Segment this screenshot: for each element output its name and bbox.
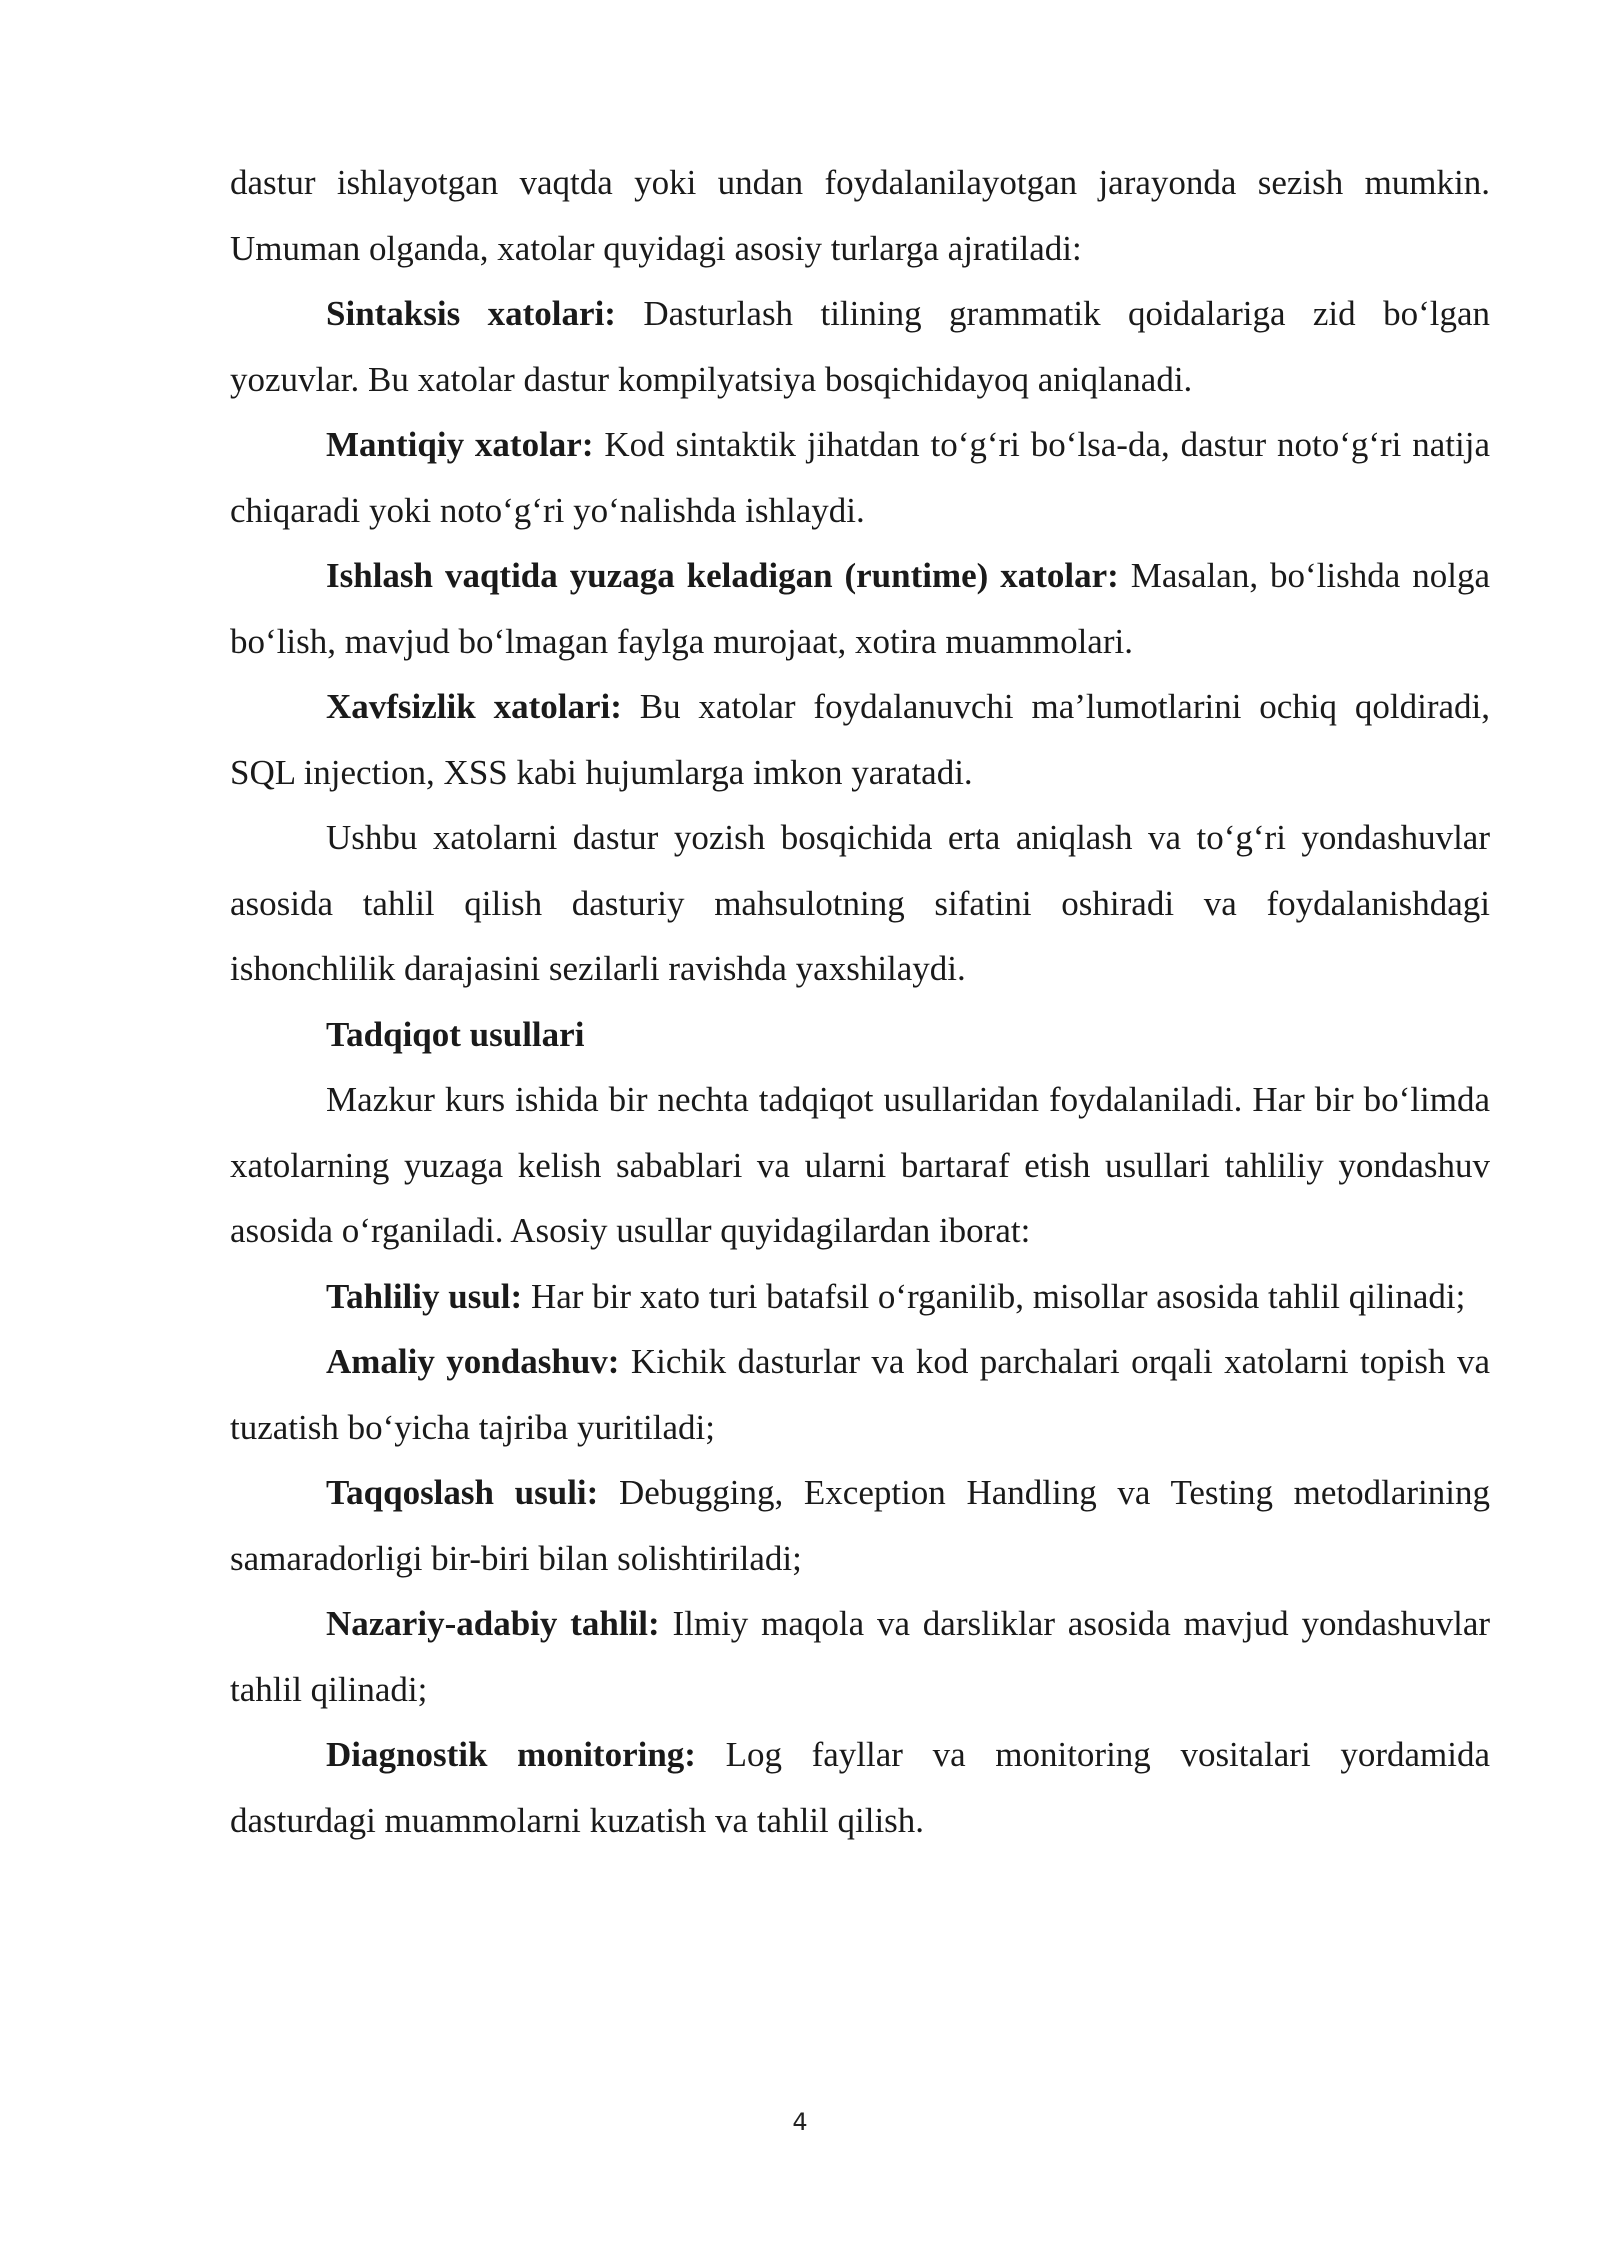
term-theoretical-analysis: Nazariy-adabiy tahlil: [326,1604,660,1643]
term-comparative-method: Taqqoslash usuli: [326,1473,599,1512]
method-practical [230,1329,1490,1460]
paragraph-logic-errors [230,412,1490,543]
page-number: 4 [792,2108,808,2136]
paragraph-summary [230,805,1490,1002]
method-text: Har bir xato turi batafsil oʻrganilib, misollar asosida tahlil qilinadi; [522,1276,1466,1316]
method-text: Ilmiy maqola va darsliklar asosida mavjud yondashuvlar tahlil qilinadi; [230,1604,1491,1709]
method-comparative [230,1460,1490,1591]
paragraph-runtime-errors [230,543,1490,674]
method-analytical [230,1264,1490,1330]
paragraph-text: Mazkur kurs ishida bir nechta tadqiqot usullaridan foydalaniladi. Har bir boʻlimda xatolarning yuzaga kelish sabablari va ularni bartaraf etish usullari tahliliy yondashuv asosida oʻrganiladi. Asosiy usullar quyidagilardan iborat: [230,1080,1490,1250]
method-text: Debugging, Exception Handling va Testing metodlarining samaradorligi bir-biri bilan solishtiriladi; [230,1473,1490,1578]
term-security-errors: Xavfsizlik xatolari: [326,687,622,726]
paragraph-text: dastur ishlayotgan vaqtda yoki undan foydalanilayotgan jarayonda sezish mumkin. Umuman olganda, xatolar quyidagi asosiy turlarga ajratiladi: [230,163,1490,268]
method-text: Log fayllar va monitoring vositalari yordamida dasturdagi muammolarni kuzatish va tahlil qilish. [230,1735,1490,1840]
page-content [230,150,1490,1853]
method-diagnostic [230,1722,1490,1853]
term-practical-approach: Amaliy yondashuv: [326,1342,620,1381]
paragraph-text: Bu xatolar foydalanuvchi ma’lumotlarini ochiq qoldiradi, SQL injection, XSS kabi hujumlarga imkon yaratadi. [230,687,1490,792]
term-logic-errors: Mantiqiy xatolar: [326,425,594,464]
term-analytical-method: Tahliliy usul: [326,1276,523,1316]
method-text: Kichik dasturlar va kod parchalari orqali xatolarni topish va tuzatish boʻyicha tajriba yuritiladi; [230,1342,1490,1447]
paragraph-text: Kod sintaktik jihatdan toʻgʻri boʻlsa-da, dastur notoʻgʻri natija chiqaradi yoki notoʻgʻri yoʻnalishda ishlaydi. [230,425,1490,530]
paragraph-syntax-errors [230,281,1490,412]
method-theoretical [230,1591,1490,1722]
paragraph-security-errors [230,674,1490,805]
paragraph-text: Ushbu xatolarni dastur yozish bosqichida erta aniqlash va toʻgʻri yondashuvlar asosida tahlil qilish dasturiy mahsulotning sifatini oshiradi va foydalanishdagi ishonchlilik darajasini sezilarli ravishda yaxshilaydi. [230,818,1490,988]
term-diagnostic-monitoring: Diagnostik monitoring: [326,1735,696,1774]
paragraph-text: Dasturlash tilining grammatik qoidalariga zid boʻlgan yozuvlar. Bu xatolar dastur kompilyatsiya bosqichidayoq aniqlanadi. [230,294,1490,399]
paragraph-text: Masalan, boʻlishda nolga boʻlish, mavjud boʻlmagan faylga murojaat, xotira muammolari. [230,556,1490,661]
section-intro [230,1067,1490,1264]
paragraph-continuation [230,150,1490,281]
section-heading: Tadqiqot usullari [326,1014,585,1054]
term-syntax-errors: Sintaksis xatolari: [326,294,616,333]
term-runtime-errors: Ishlash vaqtida yuzaga keladigan (runtime) xatolar: [326,556,1119,595]
